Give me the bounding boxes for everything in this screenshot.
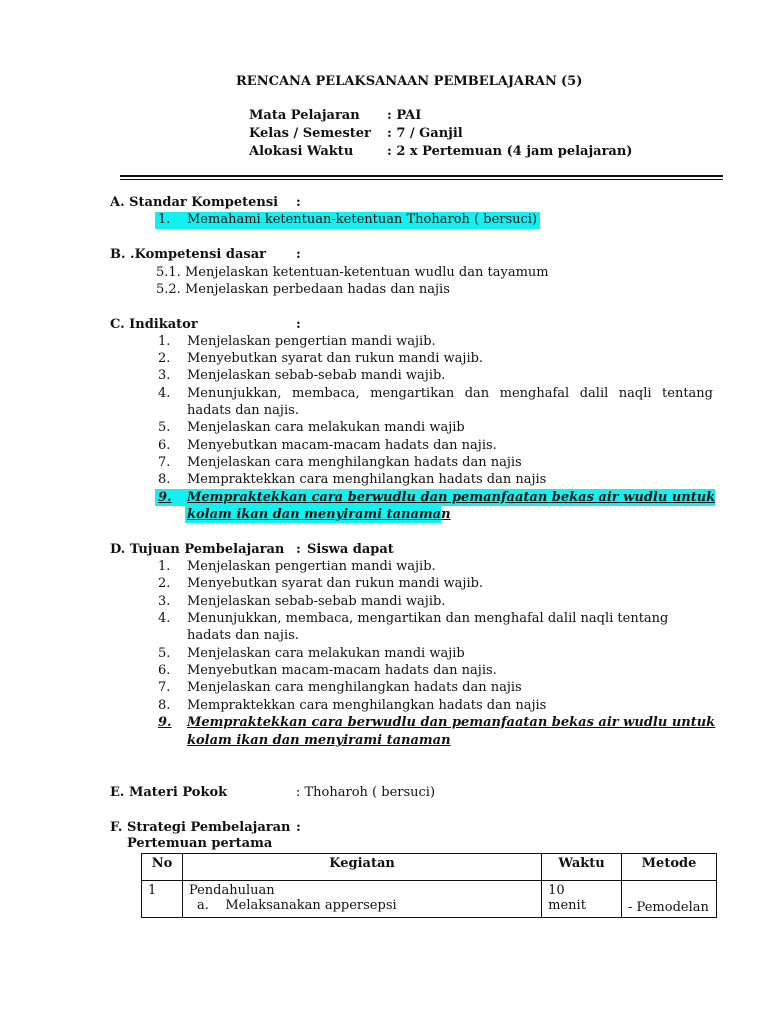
info-label-time: Alokasi Waktu	[249, 144, 354, 159]
column-header-waktu: Waktu	[542, 854, 622, 881]
objective-item: Menjelaskan sebab-sebab mandi wajib.	[187, 594, 446, 609]
cell-kegiatan	[182, 881, 541, 918]
objective-number: 5.	[158, 646, 171, 661]
section-e-value: : Thoharoh ( bersuci)	[296, 785, 436, 800]
section-b-item: 5.1. Menjelaskan ketentuan-ketentuan wudlu dan tayamum	[156, 265, 549, 280]
objective-item: Mempraktekkan cara menghilangkan hadats dan najis	[187, 698, 547, 713]
section-b-item: 5.2. Menjelaskan perbedaan hadas dan najis	[156, 282, 450, 297]
section-a-colon: :	[296, 195, 301, 210]
indicator-item: Menjelaskan cara melakukan mandi wajib	[187, 420, 465, 435]
header-rule-thin	[120, 179, 723, 180]
objective-item: Menunjukkan, membaca, mengartikan dan menghafal dalil naqli tentang	[187, 611, 669, 626]
section-b-colon: :	[296, 247, 301, 262]
indicator-item-continuation: kolam ikan dan menyirami tanaman	[187, 507, 451, 522]
objective-item: Menjelaskan pengertian mandi wajib.	[187, 559, 436, 574]
objective-item: Menyebutkan syarat dan rukun mandi wajib.	[187, 576, 484, 591]
section-b-heading: B. .Kompetensi dasar	[110, 247, 266, 262]
objective-item-continuation: kolam ikan dan menyirami tanaman	[187, 733, 451, 748]
column-header-kegiatan: Kegiatan	[182, 854, 541, 881]
activity-title: Pendahuluan	[188, 883, 275, 898]
section-e-heading: E. Materi Pokok	[110, 785, 228, 800]
info-value-subject: : PAI	[387, 108, 422, 123]
indicator-item: Menjelaskan sebab-sebab mandi wajib.	[187, 368, 446, 383]
objective-item: Menjelaskan cara melakukan mandi wajib	[187, 646, 465, 661]
time-value: 10	[548, 883, 565, 898]
indicator-item: Menjelaskan cara menghilangkan hadats dan najis	[187, 455, 522, 470]
indicator-item: Mempraktekkan cara berwudlu dan pemanfaatan bekas air wudlu untuk	[187, 490, 716, 505]
section-d-heading: D. Tujuan Pembelajaran	[110, 542, 285, 557]
indicator-number: 8.	[158, 472, 171, 487]
section-a-item: Memahami ketentuan-ketentuan Thoharoh ( bersuci)	[187, 212, 538, 227]
strategy-table	[141, 853, 717, 918]
method-value: - Pemodelan	[628, 900, 709, 915]
section-f-heading: F. Strategi Pembelajaran	[110, 820, 291, 835]
info-label-subject: Mata Pelajaran	[249, 108, 360, 123]
cell-waktu	[542, 881, 622, 918]
time-unit: menit	[548, 898, 586, 913]
column-header-metode: Metode	[622, 854, 717, 881]
section-a-heading: A. Standar Kompetensi	[110, 195, 279, 210]
document-title: RENCANA PELAKSANAAN PEMBELAJARAN	[236, 74, 557, 89]
objective-number: 9.	[158, 715, 172, 730]
table-row	[142, 881, 717, 918]
section-a-item-number: 1.	[158, 212, 171, 227]
indicator-item: Menyebutkan syarat dan rukun mandi wajib.	[187, 351, 484, 366]
indicator-number: 1.	[158, 334, 171, 349]
indicator-item-continuation: hadats dan najis.	[187, 403, 299, 418]
objective-item: Menyebutkan macam-macam hadats dan najis.	[187, 663, 497, 678]
info-value-time: : 2 x Pertemuan (4 jam pelajaran)	[387, 144, 633, 159]
section-f-colon: :	[296, 820, 301, 835]
indicator-item: Menyebutkan macam-macam hadats dan najis.	[187, 438, 497, 453]
indicator-number: 7.	[158, 455, 171, 470]
objective-number: 4.	[158, 611, 171, 626]
indicator-number: 4.	[158, 386, 171, 401]
indicator-item: Menjelaskan pengertian mandi wajib.	[187, 334, 436, 349]
objective-number: 6.	[158, 663, 171, 678]
document-number: (5)	[561, 74, 583, 89]
indicator-number: 6.	[158, 438, 171, 453]
cell-metode	[622, 881, 717, 918]
objective-item: Menjelaskan cara menghilangkan hadats dan najis	[187, 680, 522, 695]
section-c-heading: C. Indikator	[110, 317, 198, 332]
activity-sub-item: a. Melaksanakan appersepsi	[196, 898, 397, 913]
section-d-subtitle: Siswa dapat	[307, 542, 394, 557]
cell-no: 1	[142, 881, 183, 918]
objective-number: 1.	[158, 559, 171, 574]
indicator-number: 2.	[158, 351, 171, 366]
objective-item: Mempraktekkan cara berwudlu dan pemanfaatan bekas air wudlu untuk	[187, 715, 716, 730]
table-header-row	[142, 854, 717, 881]
objective-number: 3.	[158, 594, 171, 609]
objective-number: 8.	[158, 698, 171, 713]
section-d-colon: :	[296, 542, 301, 557]
section-f-subheading: Pertemuan pertama	[127, 836, 273, 851]
header-rule-thick	[120, 175, 723, 177]
indicator-item: Mempraktekkan cara menghilangkan hadats dan najis	[187, 472, 547, 487]
indicator-item: Menunjukkan, membaca, mengartikan dan menghafal dalil naqli tentang	[187, 386, 713, 401]
indicator-number: 9.	[158, 490, 172, 505]
indicator-number: 3.	[158, 368, 171, 383]
info-label-class: Kelas / Semester	[249, 126, 371, 141]
section-c-colon: :	[296, 317, 301, 332]
objective-number: 7.	[158, 680, 171, 695]
objective-item-continuation: hadats dan najis.	[187, 628, 299, 643]
objective-number: 2.	[158, 576, 171, 591]
indicator-number: 5.	[158, 420, 171, 435]
info-value-class: : 7 / Ganjil	[387, 126, 463, 141]
column-header-no: No	[142, 854, 183, 881]
